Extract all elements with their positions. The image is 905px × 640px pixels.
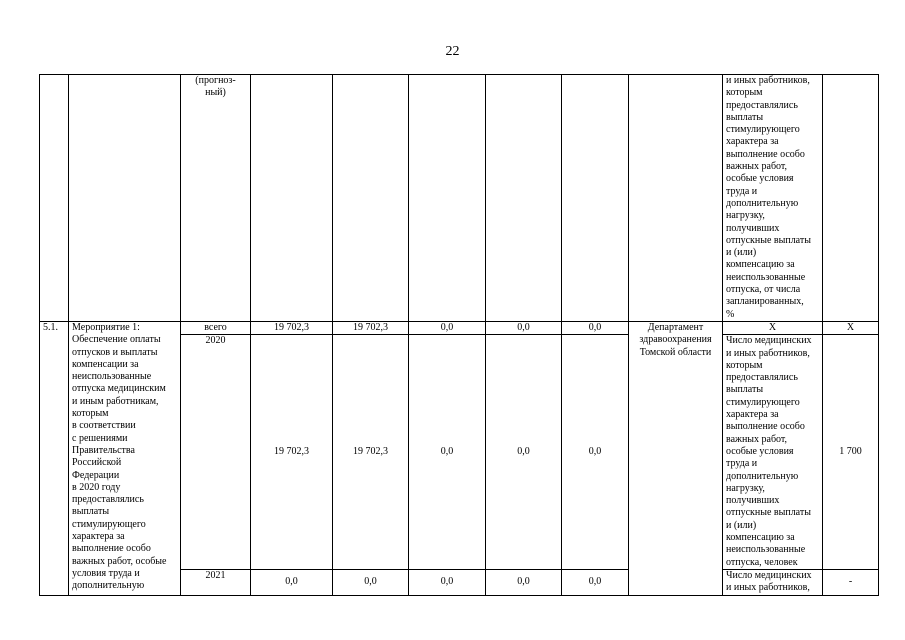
cell-executor [629, 75, 723, 322]
cell-num [40, 75, 69, 322]
table-row-total [40, 322, 879, 335]
cell-event [69, 75, 181, 322]
cell-year: (прогноз- ный) [181, 75, 251, 322]
cell-total: 19 702,3 [251, 335, 333, 570]
page-number: 22 [445, 44, 460, 59]
cell-regional: 0,0 [409, 322, 486, 335]
cell-total: 0,0 [251, 569, 333, 595]
cell-target: 1 700 [823, 335, 879, 570]
cell-extrabudget: 0,0 [562, 322, 629, 335]
cell-indicator: Х [723, 322, 823, 335]
cell-federal: 19 702,3 [333, 335, 409, 570]
cell-executor: Департамент здравоохранения Томской области [629, 322, 723, 596]
cell-federal: 19 702,3 [333, 322, 409, 335]
cell-local: 0,0 [486, 335, 562, 570]
cell-regional: 0,0 [409, 335, 486, 570]
cell-local [486, 75, 562, 322]
cell-indicator: Число медицинских и иных работников, [723, 569, 823, 595]
table-row-continuation [40, 75, 879, 322]
cell-federal: 0,0 [333, 569, 409, 595]
cell-year: 2021 [181, 569, 251, 595]
cell-extrabudget: 0,0 [562, 335, 629, 570]
cell-num: 5.1. [40, 322, 69, 596]
cell-local: 0,0 [486, 569, 562, 595]
cell-extrabudget: 0,0 [562, 569, 629, 595]
cell-event: Мероприятие 1: Обеспечение оплаты отпусков и выплаты компенсации за неиспользованные отпуска медицинским и иным работникам, которым в соответствии с решениями Правительства Российской Федерации в 2020 году предоставлялись выплаты стимулирующего характера за выполнение особо важных работ, особые условия труда и дополнительную [69, 322, 181, 596]
cell-target [823, 75, 879, 322]
cell-target: Х [823, 322, 879, 335]
program-table [39, 74, 879, 596]
cell-extrabudget [562, 75, 629, 322]
cell-target: - [823, 569, 879, 595]
cell-regional: 0,0 [409, 569, 486, 595]
cell-indicator: и иных работников, которым предоставлялись выплаты стимулирующего характера за выполнение особо важных работ, особые условия труда и дополнительную нагрузку, получивших отпускные выплаты и (или) компенсацию за неиспользованные отпуска, от числа запланированных, % [723, 75, 823, 322]
cell-year: всего [181, 322, 251, 335]
cell-federal [333, 75, 409, 322]
cell-indicator: Число медицинских и иных работников, которым предоставлялись выплаты стимулирующего характера за выполнение особо важных работ, особые условия труда и дополнительную нагрузку, получивших отпускные выплаты и (или) компенсацию за неиспользованные отпуска, человек [723, 335, 823, 570]
cell-total: 19 702,3 [251, 322, 333, 335]
cell-total [251, 75, 333, 322]
cell-local: 0,0 [486, 322, 562, 335]
cell-year: 2020 [181, 335, 251, 570]
cell-regional [409, 75, 486, 322]
